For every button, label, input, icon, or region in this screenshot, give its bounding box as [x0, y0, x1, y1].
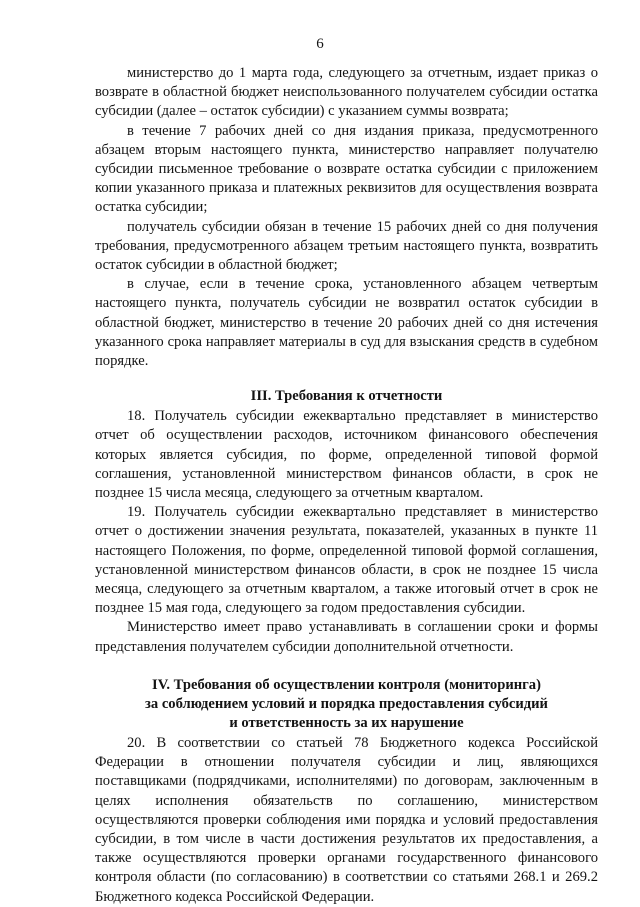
- paragraph-19: 19. Получатель субсидии ежеквартально представляет в министерство отчет о достижении значения результата, показателей, указанных в пункте 11 настоящего Положения, по форме, определенной типовой формой соглашения, установленной министерством финансов области, в срок не позднее 15 числа месяца, следующего за отчетным кварталом, а также итоговый отчет в срок не позднее 15 мая года, следующего за годом предоставления субсидии.: [95, 504, 598, 617]
- section-heading-reporting: III. Требования к отчетности: [250, 388, 443, 405]
- heading-line: и ответственность за их нарушение: [229, 714, 464, 731]
- paragraph: в случае, если в течение срока, установленного абзацем четвертым настоящего пункта, получатель субсидии не возвратил остаток субсидии в областной бюджет, министерство в течение 20 рабочих дней со дня истечения указанного срока направляет материалы в суд для взыскания средств в судебном порядке.: [95, 276, 598, 370]
- paragraph: Министерство имеет право устанавливать в соглашении сроки и формы представления получателем субсидии дополнительной отчетности.: [95, 619, 598, 655]
- page-number: 6: [316, 36, 324, 52]
- paragraph: в течение 7 рабочих дней со дня издания приказа, предусмотренного абзацем вторым настоящего пункта, министерство направляет получателю субсидии письменное требование о возврате остатка субсидии с приложением копии указанного приказа и платежных реквизитов для осуществления возврата остатка субсидии;: [95, 122, 598, 216]
- paragraph: министерство до 1 марта года, следующего за отчетным, издает приказ о возврате в областной бюджет неиспользованного получателем субсидии остатка субсидии (далее – остаток субсидии) с указанием суммы возврата;: [95, 65, 598, 120]
- section-heading-control: [95, 676, 598, 733]
- paragraph: получатель субсидии обязан в течение 15 рабочих дней со дня получения требования, предусмотренного абзацем третьим настоящего пункта, возвратить остаток субсидии в областной бюджет;: [95, 218, 598, 274]
- paragraph-20: 20. В соответствии со статьей 78 Бюджетного кодекса Российской Федерации в отношении получателя субсидии и лиц, являющихся поставщиками (подрядчиками, исполнителями) по договорам, заключенным в целях исполнения обязательств по соглашению, министерством осуществляются проверки соблюдения ими порядка и условий предоставления субсидии, в том числе в части достижения результатов их предоставления, а также осуществляются проверки органами государственного финансового контроля области (по согласованию) в соответствии со статьями 268.1 и 269.2 Бюджетного кодекса Российской Федерации.: [95, 734, 598, 905]
- heading-line: за соблюдением условий и порядка предоставления субсидий: [145, 695, 548, 712]
- heading-line: IV. Требования об осуществлении контроля (мониторинга): [152, 676, 541, 693]
- paragraph-18: 18. Получатель субсидии ежеквартально представляет в министерство отчет об осуществлении расходов, источником финансового обеспечения которых является субсидия, по форме, определенной типовой формой соглашения, установленной министерством финансов области, в срок не позднее 15 числа месяца, следующего за отчетным кварталом.: [95, 408, 598, 502]
- document-body: [95, 64, 598, 907]
